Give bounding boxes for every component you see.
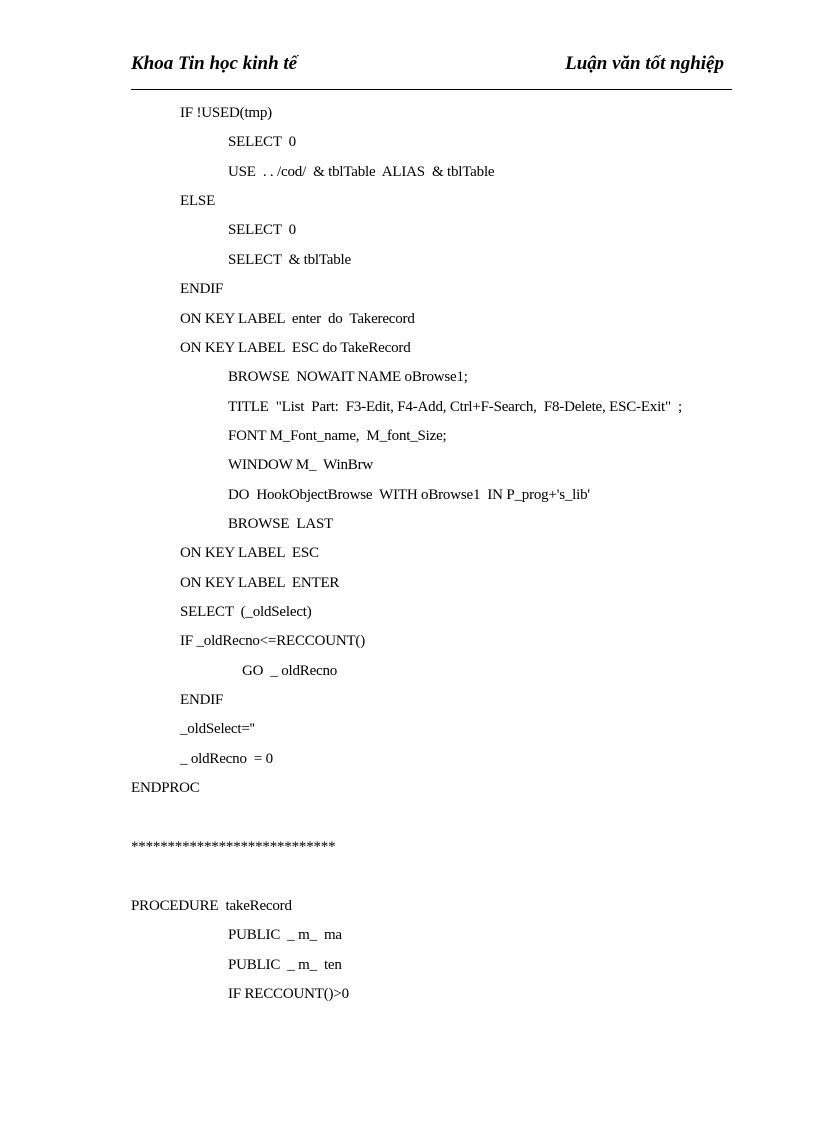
code-line: IF !USED(tmp) [180, 105, 272, 121]
code-line: BROWSE LAST [228, 516, 334, 532]
code-line: GO _ oldRecno [242, 663, 338, 679]
code-line: ON KEY LABEL ENTER [180, 575, 340, 591]
code-line: IF RECCOUNT()>0 [228, 986, 349, 1002]
code-line: SELECT 0 [228, 222, 296, 238]
separator-line: **************************** [131, 839, 336, 855]
code-line: IF _oldRecno<=RECCOUNT() [180, 633, 366, 649]
code-line: ENDIF [180, 281, 224, 297]
code-line: _oldSelect='' [180, 721, 255, 737]
code-line: PUBLIC _ m_ ma [228, 927, 342, 943]
code-line: FONT M_Font_name, M_font_Size; [228, 428, 447, 444]
header-divider [131, 89, 732, 90]
code-line: BROWSE NOWAIT NAME oBrowse1; [228, 369, 468, 385]
code-line: SELECT & tblTable [228, 252, 351, 268]
code-line: ENDPROC [131, 780, 200, 796]
code-line: ON KEY LABEL ESC do TakeRecord [180, 340, 411, 356]
code-line: _ oldRecno = 0 [180, 751, 273, 767]
code-line: ELSE [180, 193, 216, 209]
code-line: DO HookObjectBrowse WITH oBrowse1 IN P_prog+'s_lib' [228, 487, 590, 503]
code-line: PUBLIC _ m_ ten [228, 957, 342, 973]
header-department: Khoa Tin học kinh tế [131, 53, 298, 74]
code-line: PROCEDURE takeRecord [131, 898, 292, 914]
code-line: ENDIF [180, 692, 224, 708]
code-line: USE . . /cod/ & tblTable ALIAS & tblTable [228, 164, 495, 180]
code-line: SELECT 0 [228, 134, 296, 150]
code-line: TITLE "List Part: F3-Edit, F4-Add, Ctrl+F-Search, F8-Delete, ESC-Exit" ; [228, 399, 683, 415]
code-line: ON KEY LABEL ESC [180, 545, 319, 561]
code-line: SELECT (_oldSelect) [180, 604, 312, 620]
code-line: ON KEY LABEL enter do Takerecord [180, 311, 415, 327]
code-line: WINDOW M_ WinBrw [228, 457, 374, 473]
header-document-title: Luận văn tốt nghiệp [565, 53, 724, 74]
